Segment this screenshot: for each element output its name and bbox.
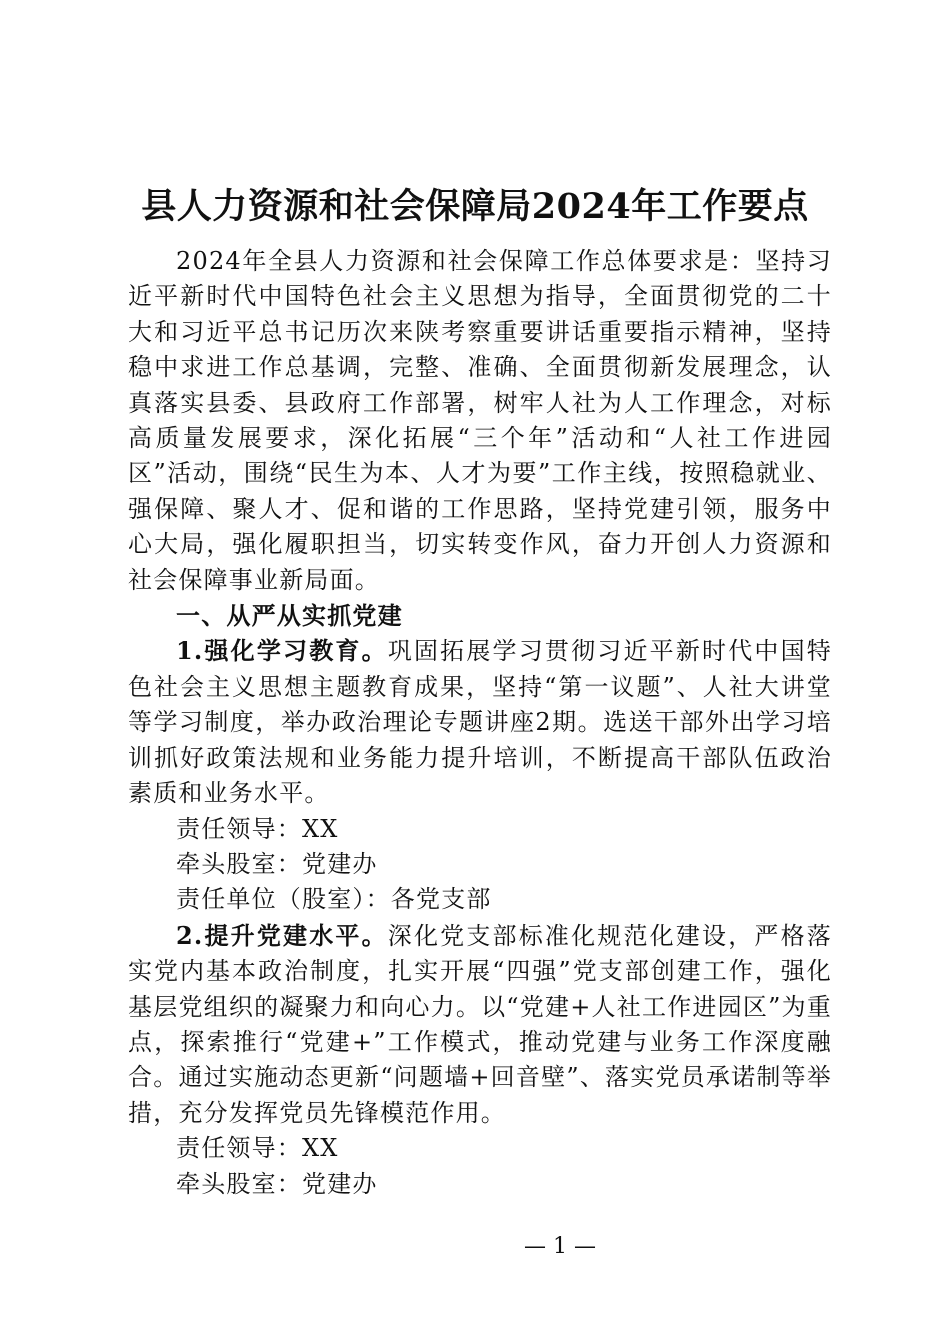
- intro-paragraph: 2024年全县人力资源和社会保障工作总体要求是：坚持习近平新时代中国特色社会主义思想为指导，全面贯彻党的二十大和习近平总书记历次来陕考察重要讲话重要指示精神，坚持稳中求进工作总基调，完整、准确、全面贯彻新发展理念，认真落实县委、县政府工作部署，树牢人社为人工作理念，对标高质量发展要求，深化拓展“三个年”活动和“人社工作进园区”活动，围绕“民生为本、人才为要”工作主线，按照稳就业、强保障、聚人才、促和谐的工作思路，坚持党建引领，服务中心大局，强化履职担当，切实转变作风，奋力开创人力资源和社会保障事业新局面。: [128, 247, 832, 594]
- section-heading: 一、从严从实抓党建: [176, 601, 403, 631]
- item-paragraph-1: [128, 633, 832, 811]
- item-paragraph-2: [128, 918, 832, 1131]
- document-body: [128, 244, 832, 1202]
- item-text-2: 深化党支部标准化规范化建设，严格落实党内基本政治制度，扎实开展“四强”党支部创建工作，强化基层党组织的凝聚力和向心力。以“党建+人社工作进园区”为重点，探索推行“党建+”工作模式，推动党建与业务工作深度融合。通过实施动态更新“问题墙+回音壁”、落实党员承诺制等举措，充分发挥党员先锋模范作用。: [128, 921, 832, 1127]
- document-title: 县人力资源和社会保障局2024年工作要点: [141, 186, 809, 227]
- item-text-1: 巩固拓展学习贯彻习近平新时代中国特色社会主义思想主题教育成果，坚持“第一议题”、人社大讲堂等学习制度，举办政治理论专题讲座2期。选送干部外出学习培训抓好政策法规和业务能力提升培训，不断提高干部队伍政治素质和业务水平。: [128, 637, 832, 808]
- item-1-leader: 责任领导：XX: [176, 814, 339, 843]
- item-lead-2: 2.提升党建水平。: [176, 920, 388, 950]
- item-lead-1: 1.强化学习教育。: [176, 636, 388, 666]
- item-2-office: 牵头股室：党建办: [176, 1169, 378, 1198]
- item-1-office: 牵头股室：党建办: [176, 849, 378, 878]
- page-number: — 1 —: [524, 1234, 596, 1259]
- item-1-unit: 责任单位（股室）：各党支部: [176, 885, 492, 914]
- item-2-leader: 责任领导：XX: [176, 1134, 339, 1163]
